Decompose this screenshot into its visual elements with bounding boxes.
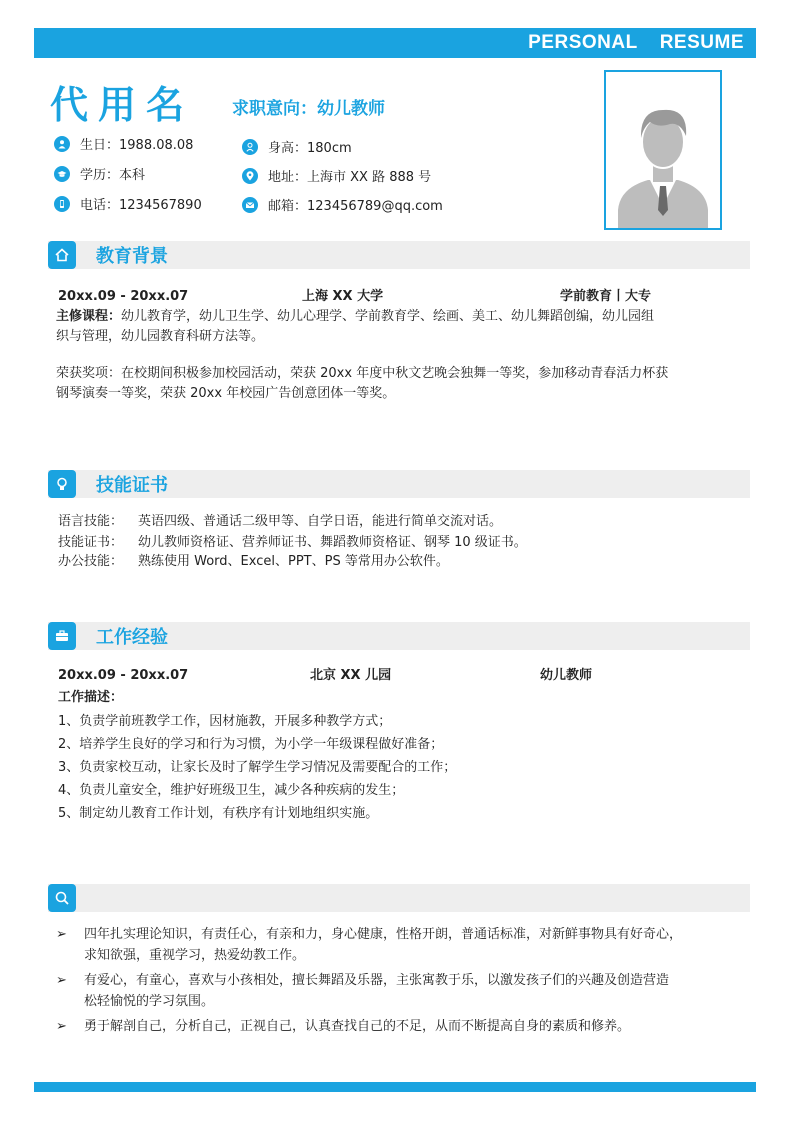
info-email-text: 邮箱：123456789@qq.com (268, 199, 443, 214)
briefcase-icon (48, 622, 76, 650)
skill-office-value: 熟练使用 Word、Excel、PPT、PS 等常用办公软件。 (138, 554, 449, 569)
work-item: 5、制定幼儿教育工作计划，有秩序有计划地组织实施。 (58, 806, 379, 821)
self-eval-line: 松轻愉悦的学习氛围。 (84, 994, 215, 1009)
location-pin-icon (242, 168, 258, 184)
work-item: 3、负责家校互动，让家长及时了解学生学习情况及需要配合的工作； (58, 760, 457, 775)
info-birth (54, 134, 193, 153)
work-section-header (48, 622, 750, 650)
info-height-text: 身高：180cm (268, 141, 352, 156)
skills-section-title: 技能证书 (96, 475, 168, 496)
education-courses (56, 307, 746, 347)
skill-office-label: 办公技能： (58, 554, 124, 569)
courses-label: 主修课程： (56, 309, 122, 324)
graduation-cap-icon (54, 166, 70, 182)
home-icon (48, 241, 76, 269)
skill-language-label: 语言技能： (58, 514, 124, 529)
lightbulb-icon (48, 470, 76, 498)
magnifier-icon (48, 884, 76, 912)
skill-cert-value: 幼儿教师资格证、营养师证书、舞蹈教师资格证、钢琴 10 级证书。 (138, 535, 527, 550)
self-eval-line: 求知欲强，重视学习，热爱幼教工作。 (84, 948, 306, 963)
avatar-placeholder-icon (610, 88, 716, 228)
footer-bar (34, 1082, 756, 1092)
info-address-text: 地址：上海市 XX 路 888 号 (268, 170, 432, 185)
self-eval-item (56, 1016, 750, 1037)
courses-line-2: 织与管理，幼儿园教育科研方法等。 (56, 329, 265, 344)
work-role: 幼儿教师 (540, 668, 593, 683)
arrow-bullet-icon: ➢ (56, 973, 67, 988)
self-eval-line: 勇于解剖自己，分析自己，正视自己，认真查找自己的不足，从而不断提高自身的素质和修养。 (84, 1019, 631, 1034)
arrow-bullet-icon: ➢ (56, 927, 67, 942)
education-major: 学前教育丨大专 (560, 289, 652, 304)
info-height (242, 137, 352, 156)
arrow-bullet-icon: ➢ (56, 1019, 67, 1034)
header-bar (34, 28, 756, 58)
info-phone (54, 194, 202, 213)
candidate-name: 代用名 (50, 83, 195, 127)
person-icon (242, 139, 258, 155)
skills-section-header (48, 470, 750, 498)
info-education (54, 164, 145, 183)
work-period: 20xx.09 - 20xx.07 (58, 668, 189, 683)
header-title (528, 32, 744, 54)
work-section-title: 工作经验 (96, 627, 168, 648)
self-eval-item (56, 970, 750, 1012)
work-desc-label: 工作描述： (58, 690, 124, 705)
user-icon (54, 136, 70, 152)
awards-line-1: 荣获奖项：在校期间积极参加校园活动，荣获 20xx 年度中秋文艺晚会独舞一等奖，参加移动青春活力杯获 (56, 366, 669, 381)
job-intent: 求职意向：幼儿教师 (232, 99, 385, 119)
work-company: 北京 XX 儿园 (310, 668, 392, 683)
mail-icon (242, 197, 258, 213)
self-eval-section-header (48, 884, 750, 912)
work-item: 2、培养学生良好的学习和行为习惯，为小学一年级课程做好准备； (58, 737, 444, 752)
self-eval-line: 有爱心，有童心，喜欢与小孩相处，擅长舞蹈及乐器，主张寓教于乐，以激发孩子们的兴趣及创造营造 (84, 973, 670, 988)
info-education-text: 学历：本科 (80, 168, 146, 183)
info-birth-text: 生日：1988.08.08 (80, 138, 194, 153)
courses-line-1: 幼儿教育学，幼儿卫生学、幼儿心理学、学前教育学、绘画、美工、幼儿舞蹈创编，幼儿园组 (121, 309, 655, 324)
self-eval-item (56, 924, 750, 966)
phone-icon (54, 196, 70, 212)
header-word-personal: PERSONAL (528, 32, 638, 53)
skill-cert-label: 技能证书： (58, 535, 124, 550)
education-section-title: 教育背景 (96, 246, 168, 267)
education-period: 20xx.09 - 20xx.07 (58, 289, 189, 304)
info-email (242, 195, 443, 214)
skill-language-value: 英语四级、普通话二级甲等、自学日语，能进行简单交流对话。 (138, 514, 503, 529)
self-eval-line: 四年扎实理论知识，有责任心，有亲和力，身心健康，性格开朗，普通话标准，对新鲜事物具有好奇心， (84, 927, 683, 942)
education-section-header (48, 241, 750, 269)
info-address (242, 166, 431, 185)
education-school: 上海 XX 大学 (302, 289, 384, 304)
work-item: 1、负责学前班教学工作，因材施教，开展多种教学方式； (58, 714, 392, 729)
education-awards (56, 364, 746, 404)
awards-line-2: 钢琴演奏一等奖，荣获 20xx 年校园广告创意团体一等奖。 (56, 386, 396, 401)
work-item: 4、负责儿童安全，维护好班级卫生，减少各种疾病的发生； (58, 783, 405, 798)
header-word-resume: RESUME (659, 32, 744, 53)
profile-photo (604, 70, 722, 230)
info-phone-text: 电话：1234567890 (80, 198, 202, 213)
